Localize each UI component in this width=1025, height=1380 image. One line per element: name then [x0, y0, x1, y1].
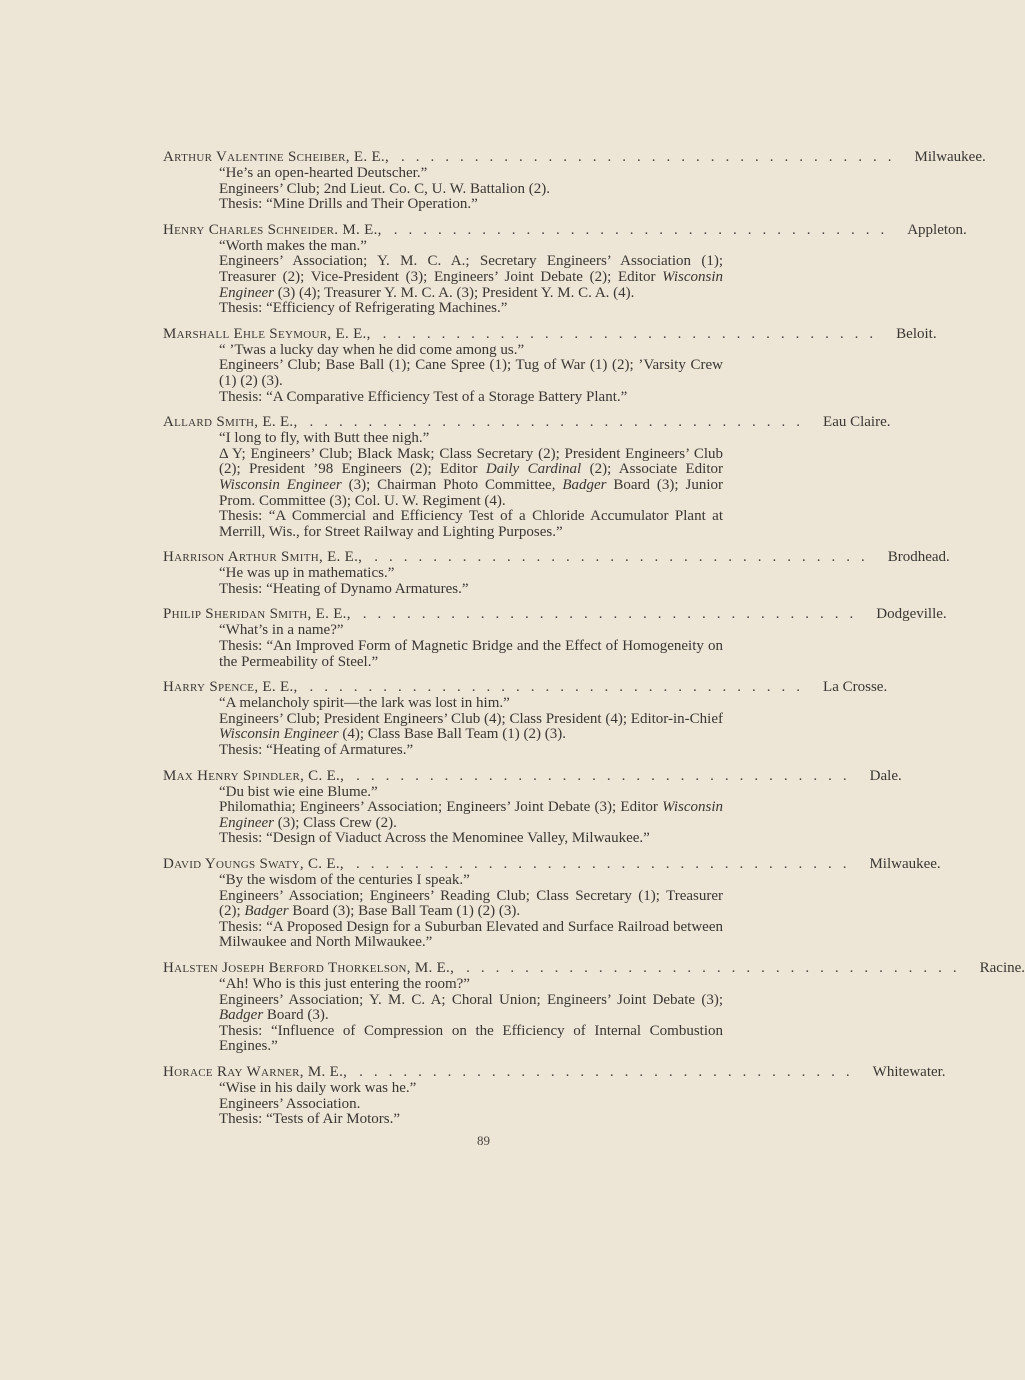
graduate-name: Halsten Joseph Berford Thorkelson, M. E., [163, 959, 455, 976]
entry-heading [163, 856, 941, 873]
graduate-name: David Youngs Swaty, C. E., [163, 856, 344, 872]
entry-details [219, 696, 723, 758]
entry-details [219, 239, 723, 317]
text-segment: (3) (4); Treasurer Y. M. C. A. (3); President Y. M. C. A. (4). [273, 284, 635, 301]
entry-heading [163, 221, 967, 239]
entry-quote [219, 343, 723, 359]
dot-leader: .................................. [401, 149, 903, 165]
text-segment: Engineers’ Association. [219, 1095, 361, 1112]
entry-thesis [219, 390, 723, 406]
dot-leader: .................................. [309, 679, 812, 696]
graduate-name: Max Henry Spindler, C. E., [163, 767, 345, 784]
text-segment: Board (3); Base Ball Team (1) (2) (3). [288, 903, 521, 920]
entry-quote [219, 977, 723, 993]
dot-leader: .................................. [356, 767, 858, 784]
entry-heading [163, 606, 947, 623]
entry-heading [163, 1063, 946, 1081]
entry-heading [163, 549, 950, 566]
entry-thesis [219, 509, 723, 540]
text-segment: Engineers’ Association; Y. M. C. A; Choral Union; Engineers’ Joint Debate (3); [219, 991, 723, 1008]
entry-activities [219, 993, 723, 1024]
graduate-entry [163, 325, 937, 405]
entry-thesis [219, 582, 723, 598]
entry-details [219, 431, 723, 540]
graduate-entry [163, 414, 891, 540]
text-segment: “He’s an open-hearted Deutscher.” [219, 165, 428, 181]
hometown: Beloit. [896, 325, 937, 342]
entry-activities [219, 254, 723, 301]
entry-quote [219, 1081, 723, 1097]
entry-thesis [219, 197, 723, 213]
entry-thesis [219, 639, 723, 670]
entry-details [219, 343, 723, 405]
entry-activities [219, 447, 723, 509]
entry-quote [219, 431, 723, 447]
entry-details [219, 873, 723, 951]
text-segment: Thesis: “A Comparative Efficiency Test of a Storage Battery Plant.” [219, 388, 628, 405]
text-segment: “A melancholy spirit—the lark was lost in him.” [219, 695, 510, 712]
publication-title: Wisconsin Engineer [219, 476, 342, 493]
entry-heading [163, 679, 888, 696]
entry-details [219, 1081, 723, 1128]
entry-activities [219, 358, 723, 389]
text-segment: (3); Class Crew (2). [273, 814, 397, 831]
text-segment: “Wise in his daily work was he.” [219, 1079, 417, 1096]
text-segment: “What’s in a name?” [219, 622, 344, 639]
publication-title: Badger [562, 476, 607, 493]
hometown: Eau Claire. [823, 414, 891, 431]
publication-title: Wisconsin Engineer [219, 726, 339, 743]
dot-leader: .................................. [393, 221, 896, 238]
text-segment: Thesis: “A Proposed Design for a Suburban Elevated and Surface Railroad between Milwaukee and North Milwaukee.” [219, 918, 723, 951]
graduate-entry [163, 856, 941, 951]
entry-activities [219, 889, 723, 920]
entry-heading [163, 767, 902, 785]
text-segment: “By the wisdom of the centuries I speak.” [219, 872, 470, 888]
entry-thesis [219, 301, 723, 317]
entry-details [219, 166, 723, 213]
entry-details [219, 977, 723, 1055]
graduate-name: Harry Spence, E. E., [163, 679, 298, 696]
entry-activities [219, 712, 723, 743]
graduate-name: Harrison Arthur Smith, E. E., [163, 549, 363, 566]
graduate-entry [163, 679, 888, 759]
text-segment: Thesis: “An Improved Form of Magnetic Bridge and the Effect of Homogeneity on the Permeability of Steel.” [219, 638, 723, 670]
text-segment: Thesis: “Design of Viaduct Across the Menominee Valley, Milwaukee.” [219, 830, 650, 847]
entry-thesis [219, 743, 723, 759]
dot-leader: .................................. [466, 959, 968, 976]
graduate-entry [163, 1063, 946, 1128]
graduate-entry [163, 549, 950, 597]
publication-title: Badger [244, 903, 289, 920]
graduate-entry [163, 767, 902, 847]
graduate-entry [163, 221, 967, 317]
alumni-entries [163, 149, 1025, 1137]
publication-title: Daily Cardinal [485, 461, 582, 478]
hometown: Racine. [979, 959, 1025, 976]
entry-thesis [219, 1112, 723, 1128]
publication-title: Wisconsin Engineer [219, 799, 723, 831]
dot-leader: .................................. [309, 414, 812, 431]
entry-quote [219, 166, 723, 182]
entry-details [219, 785, 723, 847]
graduate-name: Allard Smith, E. E., [163, 414, 298, 431]
text-segment: “Ah! Who is this just entering the room?” [219, 975, 470, 992]
hometown: Dale. [869, 767, 902, 784]
text-segment: (3); Chairman Photo Committee, [341, 476, 563, 493]
entry-activities [219, 800, 723, 831]
entry-quote [219, 696, 723, 712]
text-segment: “ ’Twas a lucky day when he did come among us.” [219, 341, 525, 358]
entry-heading [163, 149, 986, 166]
dot-leader: .................................. [359, 1063, 861, 1080]
entry-quote [219, 623, 723, 639]
publication-title: Wisconsin Engineer [219, 268, 723, 301]
text-segment: Thesis: “Tests of Air Motors.” [219, 1111, 401, 1128]
hometown: Milwaukee. [869, 856, 941, 872]
entry-quote [219, 785, 723, 801]
text-segment: Thesis: “A Commercial and Efficiency Test of a Chloride Accumulator Plant at Merrill, Wis., for Street Railway and Lighting Purposes.” [219, 508, 723, 540]
text-segment: “Worth makes the man.” [219, 237, 367, 254]
text-segment: Board (3); Junior Prom. Committee (3); Col. U. W. Regiment (4). [219, 476, 723, 509]
text-segment: Thesis: “Heating of Armatures.” [219, 742, 414, 759]
text-segment: Thesis: “Heating of Dynamo Armatures.” [219, 580, 469, 597]
graduate-name: Horace Ray Warner, M. E., [163, 1063, 348, 1080]
text-segment: (2); Associate Editor [581, 461, 723, 478]
dot-leader: .................................. [382, 325, 885, 342]
text-segment: Engineers’ Association; Y. M. C. A.; Secretary Engineers’ Association (1); Treasurer (2); Vice-President (3); Engineers’ Joint Debate (2); Editor [219, 253, 723, 285]
text-segment: Thesis: “Efficiency of Refrigerating Machines.” [219, 300, 508, 317]
dot-leader: .................................. [374, 549, 876, 566]
hometown: Dodgeville. [876, 606, 947, 623]
hometown: Milwaukee. [914, 149, 986, 165]
entry-quote [219, 566, 723, 582]
entry-details [219, 566, 723, 597]
hometown: Appleton. [907, 221, 967, 238]
text-segment: Thesis: “Mine Drills and Their Operation.” [219, 196, 478, 213]
graduate-entry [163, 606, 947, 670]
entry-activities [219, 1097, 723, 1113]
publication-title: Badger [219, 1007, 264, 1024]
text-segment: Engineers’ Club; Base Ball (1); Cane Spree (1); Tug of War (1) (2); ’Varsity Crew (1) (2) (3). [219, 357, 723, 389]
page-number: 89 [477, 1133, 490, 1148]
graduate-name: Henry Charles Schneider. M. E., [163, 221, 382, 238]
entry-heading [163, 959, 1025, 977]
graduate-entry [163, 959, 1025, 1055]
entry-thesis [219, 920, 723, 951]
text-segment: Thesis: “Influence of Compression on the Efficiency of Internal Combustion Engines.” [219, 1022, 723, 1055]
entry-heading [163, 325, 937, 343]
text-segment: Engineers’ Association; Engineers’ Reading Club; Class Secretary (1); Treasurer (2); [219, 887, 723, 920]
hometown: Whitewater. [872, 1063, 946, 1080]
entry-details [219, 623, 723, 670]
graduate-name: Philip Sheridan Smith, E. E., [163, 606, 351, 623]
text-segment: Philomathia; Engineers’ Association; Engineers’ Joint Debate (3); Editor [219, 799, 663, 816]
dot-leader: .................................. [362, 606, 865, 623]
graduate-name: Marshall Ehle Seymour, E. E., [163, 325, 371, 342]
dot-leader: .................................. [355, 856, 858, 872]
text-segment: Δ Υ; Engineers’ Club; Black Mask; Class Secretary (2); President Engineers’ Club (2); President ’98 Engineers (2); Editor [219, 445, 723, 478]
text-segment: Engineers’ Club; President Engineers’ Club (4); Class President (4); Editor-in-Chief [219, 710, 723, 727]
graduate-name: Arthur Valentine Scheiber, E. E., [163, 149, 390, 165]
text-segment: “He was up in mathematics.” [219, 565, 395, 582]
entry-activities [219, 182, 723, 198]
graduate-entry [163, 149, 986, 213]
entry-heading [163, 414, 891, 431]
text-segment: “I long to fly, with Butt thee nigh.” [219, 430, 430, 447]
text-segment: Engineers’ Club; 2nd Lieut. Co. C, U. W. Battalion (2). [219, 180, 550, 197]
entry-thesis [219, 831, 723, 847]
text-segment: “Du bist wie eine Blume.” [219, 783, 378, 800]
entry-quote [219, 239, 723, 255]
entry-thesis [219, 1024, 723, 1055]
text-segment: (4); Class Base Ball Team (1) (2) (3). [338, 726, 566, 743]
hometown: Brodhead. [887, 549, 950, 566]
text-segment: Board (3). [263, 1007, 329, 1024]
entry-quote [219, 873, 723, 889]
hometown: La Crosse. [823, 679, 888, 696]
